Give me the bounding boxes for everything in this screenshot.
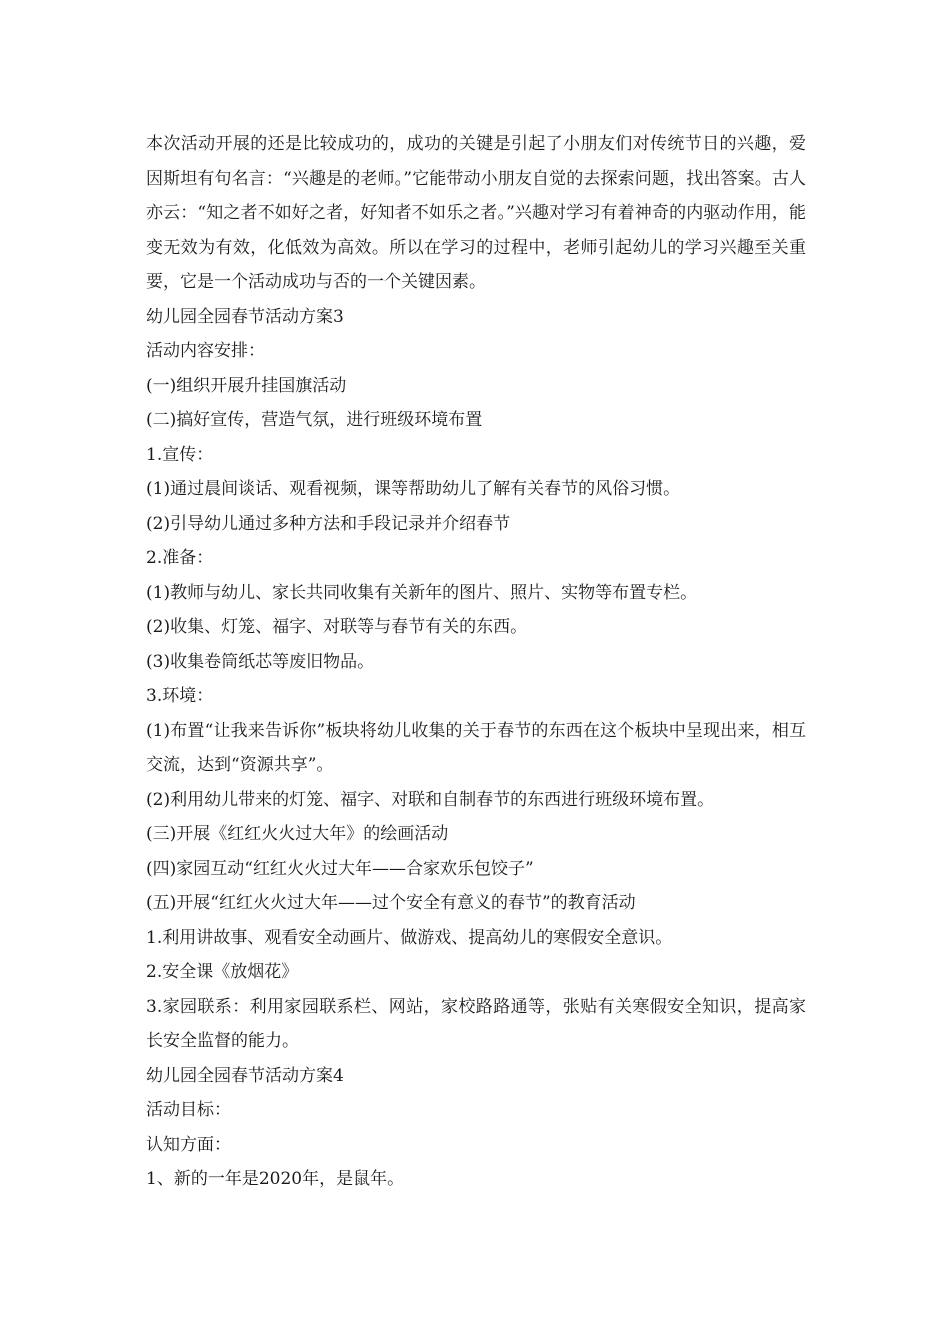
paragraph: 认知方面： <box>146 1134 231 1155</box>
paragraph: 活动内容安排： <box>146 341 265 361</box>
paragraph: (五)开展“红红火火过大年——过个安全有意义的春节”的教育活动 <box>146 893 636 913</box>
paragraph: (2)收集、灯笼、福字、对联等与春节有关的东西。 <box>146 617 528 637</box>
paragraph: 3.环境： <box>146 686 214 706</box>
paragraph: 1.利用讲故事、观看安全动画片、做游戏、提高幼儿的寒假安全意识。 <box>146 927 673 948</box>
section-heading-plan-3: 幼儿园全园春节活动方案3 <box>146 306 344 327</box>
paragraph: 2.安全课《放烟花》 <box>146 962 299 982</box>
paragraph: (三)开展《红红火火过大年》的绘画活动 <box>146 824 449 844</box>
paragraph: (二)搞好宣传，营造气氛，进行班级环境布置 <box>146 410 483 430</box>
paragraph: (2)引导幼儿通过多种方法和手段记录并介绍春节 <box>146 513 511 534</box>
paragraph: (1)通过晨间谈话、观看视频，课等帮助幼儿了解有关春节的风俗习惯。 <box>146 479 681 499</box>
section-heading-plan-4: 幼儿园全园春节活动方案4 <box>146 1065 344 1086</box>
paragraph: (四)家园互动“红红火火过大年——合家欢乐包饺子” <box>146 858 534 879</box>
paragraph: 1、新的一年是2020年，是鼠年。 <box>146 1169 405 1189</box>
paragraph: 3.家园联系：利用家园联系栏、网站，家校路路通等，张贴有关寒假安全知识，提高家长安全监督的能力。 <box>146 996 806 1051</box>
paragraph: 1.宣传： <box>146 444 214 465</box>
paragraph: (一)组织开展升挂国旗活动 <box>146 375 347 396</box>
paragraph: (3)收集卷筒纸芯等废旧物品。 <box>146 651 375 672</box>
paragraph: (1)教师与幼儿、家长共同收集有关新年的图片、照片、实物等布置专栏。 <box>146 582 698 603</box>
paragraph: 2.准备： <box>146 548 214 568</box>
paragraph: 活动目标： <box>146 1100 231 1120</box>
paragraph: (2)利用幼儿带来的灯笼、福字、对联和自制春节的东西进行班级环境布置。 <box>146 789 715 810</box>
paragraph-summary: 本次活动开展的还是比较成功的，成功的关键是引起了小朋友们对传统节日的兴趣，爱因斯坦有句名言：“兴趣是的老师。”它能带动小朋友自觉的去探索问题，找出答案。古人亦云：“知之者不如好之者，好知者不如乐之者。”兴趣对学习有着神奇的内驱动作用，能变无效为有效，化低效为高效。所以在学习的过程中，老师引起幼儿的学习兴趣至关重要，它是一个活动成功与否的一个关键因素。 <box>146 134 806 292</box>
paragraph: (1)布置“让我来告诉你”板块将幼儿收集的关于春节的东西在这个板块中呈现出来，相互交流，达到“资源共享”。 <box>146 720 806 775</box>
document-body <box>146 127 806 1197</box>
